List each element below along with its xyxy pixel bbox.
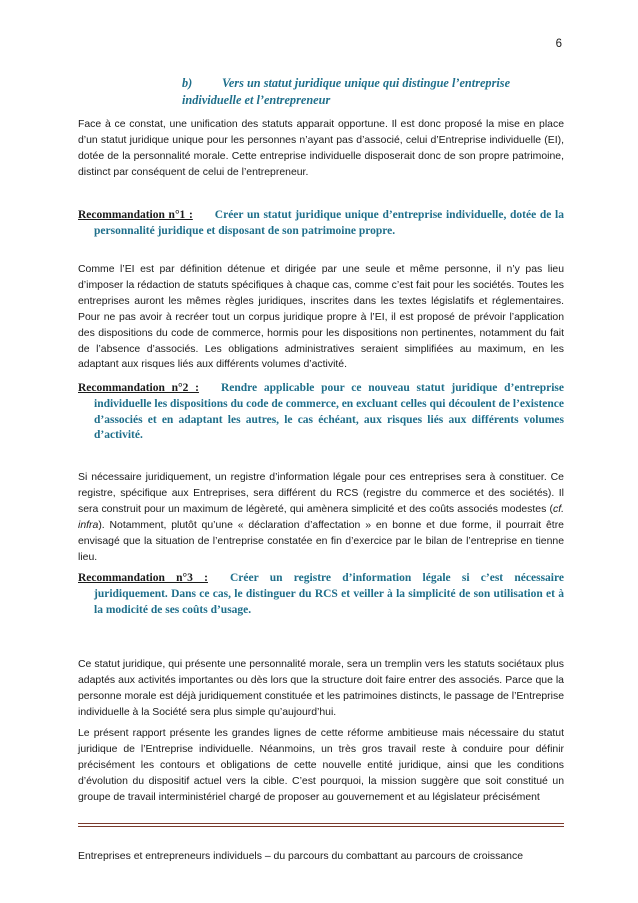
cf-infra-reference: cf. infra [78, 503, 564, 531]
page-number: 6 [555, 38, 562, 50]
section-title: Vers un statut juridique unique qui distingue l’entreprise individuelle et l’entrepreneur [182, 76, 511, 107]
recommendation-label: Recommandation n°2 : [78, 382, 199, 394]
paragraph-registre-part-b: ). Notamment, plutôt qu’une « déclaration d’affectation » en bonne et due forme, il pourrait être envisagé que la situation de l’entreprise constatée en fin d’exercice par le bilan de l’entreprise en tienne lieu. [78, 519, 564, 563]
paragraph-registre-part-a: Si nécessaire juridiquement, un registre d’information légale pour ces entreprises sera à constituer. Ce registre, spécifique aux Entreprises, sera différent du RCS (registre du commerce et des sociétés). Il sera construit pour un maximum de légèreté, qui amènera simplicité et des coûts associés modestes ( [78, 472, 564, 515]
paragraph-registre [78, 470, 564, 565]
paragraph-tremplin: Ce statut juridique, qui présente une personnalité morale, sera un tremplin vers les statuts sociétaux plus adaptés aux activités importantes ou dès lors que la structure doit faire entrer des associés. Parce que la personne morale est déjà juridiquement constituée et les patrimoines distincts, le passage de l’Entreprise individuelle à la Société sera plus simple qu’aujourd’hui. [78, 659, 564, 718]
recommendation-1 [78, 208, 564, 240]
footer-divider [78, 823, 564, 827]
recommendation-text: Créer un registre d’information légale si c’est nécessaire juridiquement. Dans ce cas, le distinguer du RCS et veiller à la simplicité de son utilisation et à la modicité de ses coûts d’usage. [94, 572, 564, 616]
recommendation-text: Créer un statut juridique unique d’entreprise individuelle, dotée de la personnalité juridique et disposant de son patrimoine propre. [94, 209, 564, 237]
recommendation-label: Recommandation n°1 : [78, 209, 193, 221]
paragraph-intro: Face à ce constat, une unification des statuts apparait opportune. Il est donc proposé la mise en place d’un statut juridique unique pour les personnes n’ayant pas d’associé, celui d’Entreprise individuelle (EI), dotée de la personnalité morale. Cette entreprise individuelle disposerait donc de son propre patrimoine, distinct par conséquent de celui de l’entrepreneur. [78, 119, 564, 178]
recommendation-2 [78, 381, 564, 444]
section-number: b) [182, 76, 193, 90]
footer-text: Entreprises et entrepreneurs individuels – du parcours du combattant au parcours de croissance [78, 851, 524, 862]
recommendation-text: Rendre applicable pour ce nouveau statut juridique d’entreprise individuelle les dispositions du code de commerce, en excluant celles qui découlent de l’existence d’associés et en adaptant les autres, le cas échéant, aux risques liés aux différents volumes d’activité. [94, 382, 564, 442]
recommendation-label: Recommandation n°3 : [78, 572, 208, 584]
section-heading [182, 75, 565, 109]
paragraph-ei-rules: Comme l’EI est par définition détenue et dirigée par une seule et même personne, il n’y pas lieu d’imposer la rédaction de statuts spécifiques à chaque cas, comme c’est fait pour les sociétés. Toutes les entreprises auront les mêmes règles juridiques, inscrites dans les textes législatifs et réglementaires. Pour ne pas avoir à recréer tout un corpus juridique propre à l’EI, il est proposé de prévoir l’application des dispositions du code de commerce, hormis pour les dispositions non pertinentes, notamment du fait de l’absence d’associés. Les obligations administratives seraient simplifiées au maximum, en les adaptant aux risques liés aux différents volumes d’activité. [78, 264, 564, 371]
paragraph-rapport: Le présent rapport présente les grandes lignes de cette réforme ambitieuse mais nécessaire du statut juridique de l’Entreprise individuelle. Néanmoins, un très gros travail reste à conduire pour définir précisément les contours et obligations de cette nouvelle entité juridique, ainsi que les conditions d’évolution du dispositif actuel vers la cible. C’est pourquoi, la mission suggère que soit constitué un groupe de travail interministériel chargé de proposer au gouvernement et au législateur précisément [78, 728, 564, 803]
recommendation-3 [78, 571, 564, 618]
